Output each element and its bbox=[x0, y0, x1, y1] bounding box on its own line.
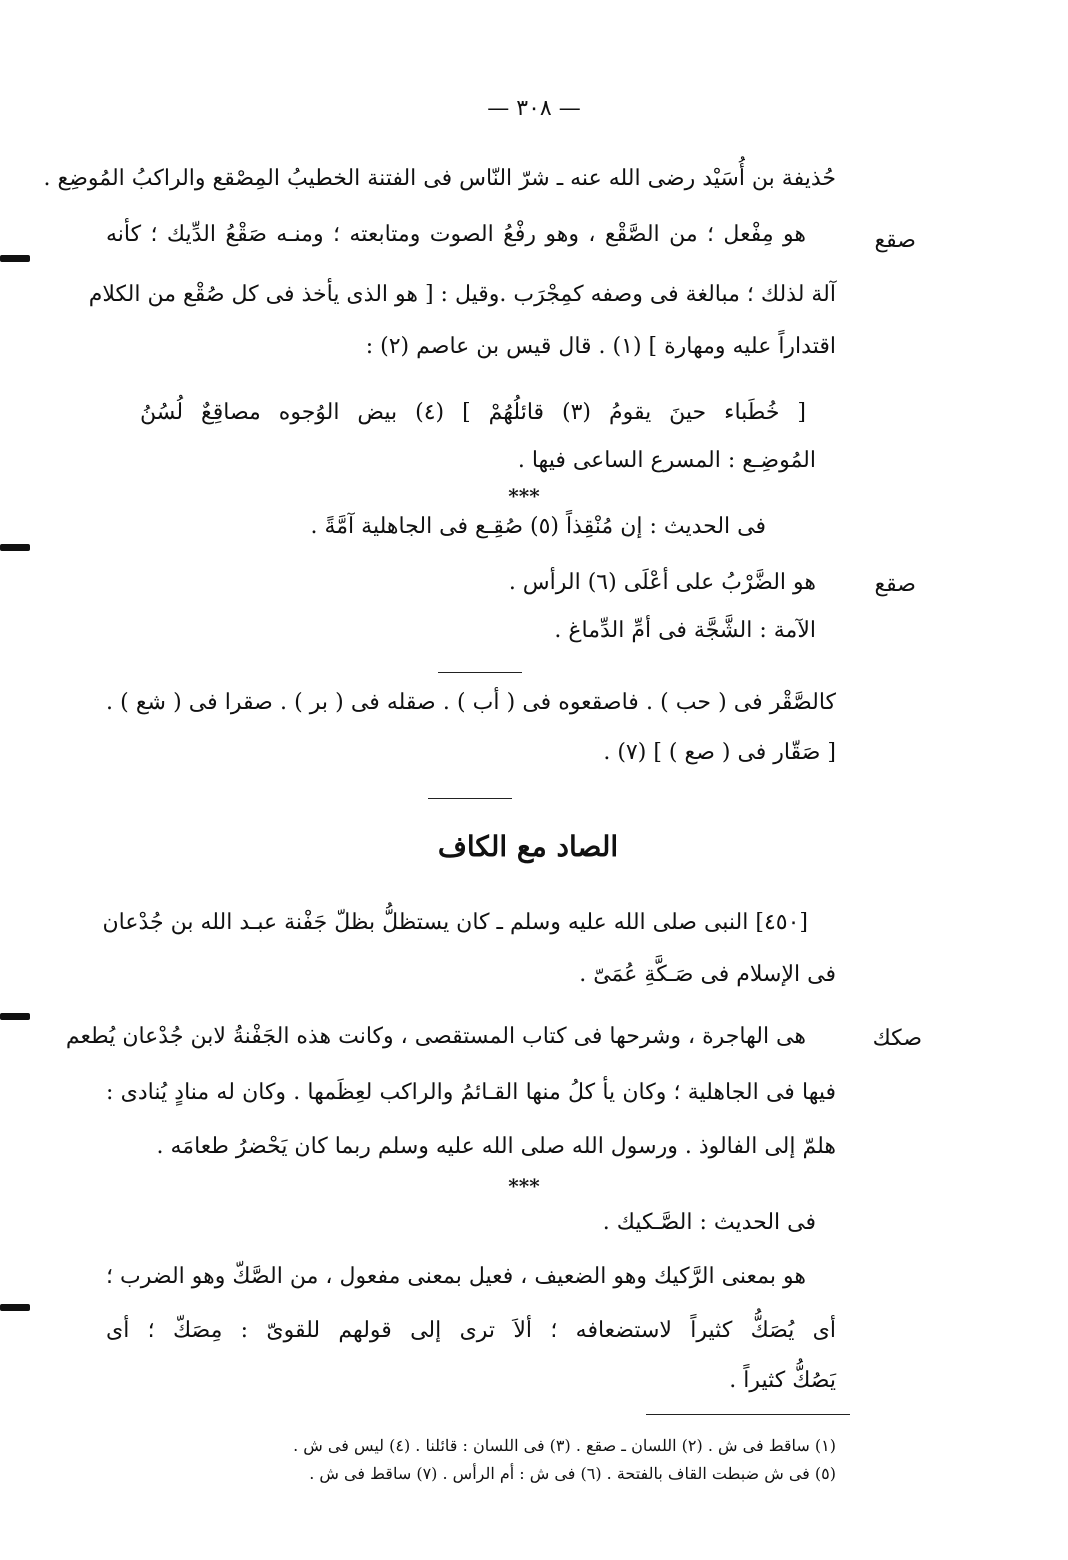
hadith-line: فى الحديث : إن مُنْقِذاً (٥) صُقِـع فى الجاهلية آمَّةً . bbox=[310, 514, 766, 539]
body-line: هلمّ إلى الفالوذ . ورسول الله صلى الله عليه وسلم ربما كان يَحْضرُ طعامَه . bbox=[156, 1134, 836, 1159]
body-line: آلة لذلك ؛ مبالغة فى وصفه كمِجْرَب .وقيل : [ هو الذى يأخذ فى كل صُقْع من الكلام bbox=[88, 282, 836, 307]
entry-intro: فى الإسلام فى صَـكَّةِ عُمَىّ . bbox=[579, 962, 836, 987]
side-label-root: صقع bbox=[874, 228, 916, 253]
section-heading: الصاد مع الكاف bbox=[437, 830, 619, 863]
footnote-line: (٥) فى ش ضبطت القاف بالفتحة . (٦) فى ش : أم الرأس . (٧) ساقط فى ش . bbox=[309, 1464, 836, 1483]
hadith-line: فى الحديث : الصَّـكيك . bbox=[602, 1210, 816, 1235]
entry-intro: حُذيفة بن أُسَيْد رضى الله عنه ـ شرّ النّاس فى الفتنة الخطيبُ المِصْقع والراكبُ المُوضِع . bbox=[43, 166, 836, 191]
variant-readings: كالصَّقْر فى ( حب ) . فاصقعوه فى ( أب ) . صقله فى ( بر ) . صقرا فى ( شع ) . bbox=[106, 690, 836, 715]
body-line: هو بمعنى الرَّكيك وهو الضعيف ، فعيل بمعنى مفعول ، من الصَّكّ وهو الضرب ؛ bbox=[106, 1264, 806, 1289]
body-line: هو مِفْعل ؛ من الصَّقْع ، وهو رفْعُ الصوت ومتابعته ؛ ومنـه صَقْعُ الدِّيك ؛ كأنه bbox=[106, 222, 806, 247]
scan-edge-mark bbox=[0, 1304, 30, 1311]
body-line: الآمة : الشَّجَّة فى أمِّ الدِّماغ . bbox=[554, 618, 816, 643]
scan-edge-mark bbox=[0, 1013, 30, 1020]
side-label-root: صقع bbox=[874, 572, 916, 597]
gloss-line: المُوضِـع : المسرع الساعى فيها . bbox=[517, 448, 816, 473]
section-separator-stars: *** bbox=[508, 1174, 540, 1198]
poetry-verse: [ خُطَباء حينَ يقومُ (٣) قائلُهُمْ ] (٤) بيض الوُجوه مصاقِعٌ لُسُنُ bbox=[140, 400, 807, 425]
scan-edge-mark bbox=[0, 544, 30, 551]
footnote-line: (١) ساقط فى ش . (٢) اللسان ـ صقع . (٣) فى اللسان : قائلنا . (٤) ليس فى ش . bbox=[293, 1436, 836, 1455]
divider-rule bbox=[438, 672, 522, 673]
footnote-rule bbox=[646, 1414, 850, 1415]
body-line: يَصُكُّ كثيراً . bbox=[729, 1368, 836, 1393]
divider-rule bbox=[428, 798, 512, 799]
section-separator-stars: *** bbox=[508, 484, 540, 508]
body-line: أى يُصَكُّ كثيراً لاستضعافه ؛ ألاَ ترى إلى قولهم للقوىّ : مِصَكّ ؛ أى bbox=[106, 1318, 836, 1343]
body-line: اقتداراً عليه ومهارة ] (١) . قال قيس بن عاصم (٢) : bbox=[365, 334, 836, 359]
entry-intro: [٤٥٠] النبى صلى الله عليه وسلم ـ كان يستظلُّ بظلّ جَفْنة عبـد الله بن جُدْعان bbox=[102, 910, 808, 935]
page-number: — ٣٠٨ — bbox=[487, 96, 581, 121]
variant-readings: [ صَقّار فى ( صع ) ] (٧) . bbox=[603, 740, 836, 765]
body-line: فيها فى الجاهلية ؛ وكان يأ كلُ منها القـائمُ والراكب لعِظَمها . وكان له منادٍ يُنادى : bbox=[106, 1080, 836, 1105]
body-line: هو الضَّرْبُ على أعْلَى (٦) الرأس . bbox=[508, 570, 816, 595]
body-line: هى الهاجرة ، وشرحها فى كتاب المستقصى ، وكانت هذه الجَفْنةُ لابن جُدْعان يُطعم bbox=[65, 1024, 806, 1049]
scan-edge-mark bbox=[0, 255, 30, 262]
side-label-root: صكك bbox=[872, 1026, 922, 1051]
